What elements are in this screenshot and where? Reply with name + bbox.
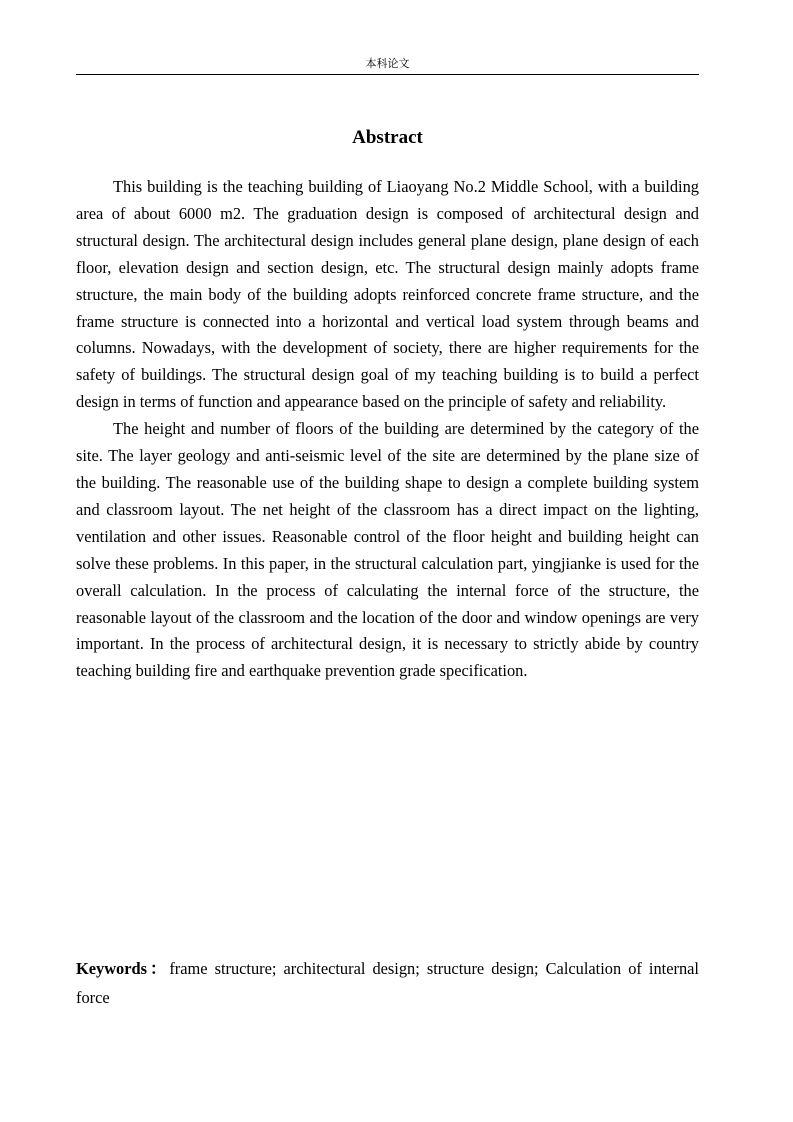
abstract-paragraph-1: This building is the teaching building of Liaoyang No.2 Middle School, with a building area of about 6000 m2. The graduation design is composed of architectural design and structural design. The architectural design includes general plane design, plane design of each floor, elevation design and section design, etc. The structural design mainly adopts frame structure, the main body of the building adopts reinforced concrete frame structure, and the frame structure is connected into a horizontal and vertical load system through beams and columns. Nowadays, with the development of society, there are higher requirements for the safety of buildings. The structural design goal of my teaching building is to build a perfect design in terms of function and appearance based on the principle of safety and reliability.	[76, 177, 699, 412]
running-header-title: 本科论文	[365, 57, 410, 70]
running-header	[76, 56, 699, 75]
keywords-text: frame structure; architectural design; structure design; Calculation of internal force	[76, 959, 699, 1007]
abstract-title: Abstract	[352, 127, 423, 148]
keywords-label: Keywords：	[76, 959, 170, 978]
abstract-paragraph-2: The height and number of floors of the building are determined by the category of the site. The layer geology and anti-seismic level of the site are determined by the plane size of the building. The reasonable use of the building shape to design a complete building system and classroom layout. The net height of the classroom has a direct impact on the lighting, ventilation and other issues. Reasonable control of the floor height and building height can solve these problems. In this paper, in the structural calculation part, yingjianke is used for the overall calculation. In the process of calculating the internal force of the structure, the reasonable layout of the classroom and the location of the door and window openings are very important. In the process of architectural design, it is necessary to strictly abide by country teaching building fire and earthquake prevention grade specification.	[76, 419, 699, 681]
abstract-body	[76, 174, 699, 685]
keywords-section	[76, 954, 699, 1012]
